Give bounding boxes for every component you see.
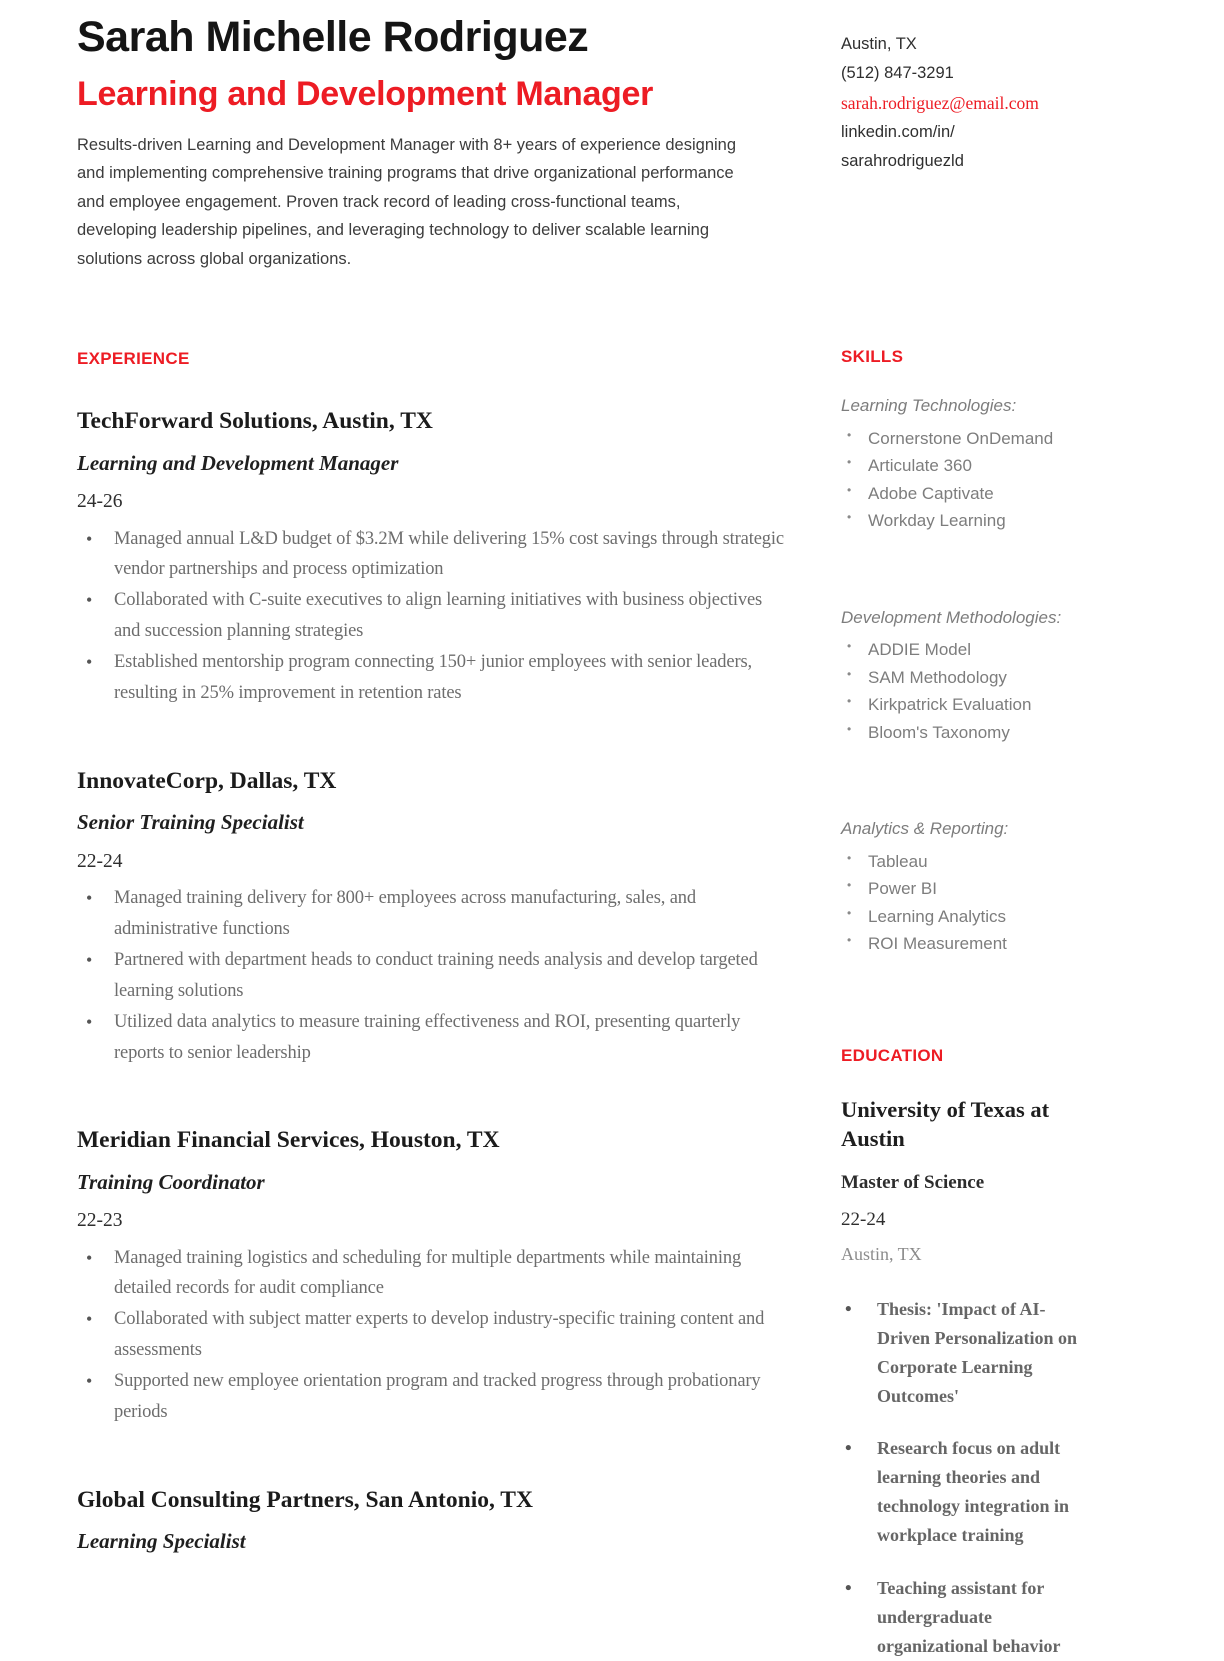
degree: Master of Science — [841, 1171, 985, 1193]
bullet-item: • Established mentorship program connecting 150+ junior employees with senior leaders, resulting in 25% improvement in retention rates — [77, 647, 790, 709]
bullet-item: • Partnered with department heads to conduct training needs analysis and develop targeted learning solutions — [77, 945, 790, 1007]
section-label-skills: SKILLS — [841, 347, 904, 367]
job-dates: 22-24 — [77, 850, 123, 872]
skill-item: • Kirkpatrick Evaluation — [841, 691, 1148, 719]
job-entry-meridian — [77, 1125, 790, 1428]
skill-group-label: Analytics & Reporting: — [841, 819, 1009, 839]
company-heading: Meridian Financial Services, Houston, TX — [77, 1127, 500, 1154]
skill-item: • Cornerstone OnDemand — [841, 425, 1148, 453]
job-title: Learning Specialist — [77, 1529, 246, 1554]
job-bullet-list — [77, 883, 790, 1068]
bullet-item: • Managed annual L&D budget of $3.2M while delivering 15% cost savings through strategic vendor partnerships and process optimization — [77, 524, 790, 586]
company-heading: Global Consulting Partners, San Antonio, TX — [77, 1486, 533, 1513]
bullet-item: • Managed training delivery for 800+ employees across manufacturing, sales, and administrative functions — [77, 883, 790, 945]
education-bullet-item: • Research focus on adult learning theories and technology integration in workplace training — [841, 1434, 1093, 1550]
bullet-item: • Collaborated with C-suite executives to align learning initiatives with business objectives and succession planning strategies — [77, 585, 790, 647]
education-entry — [841, 1096, 1148, 1661]
job-title: Learning and Development Manager — [77, 450, 399, 475]
contact-phone: (512) 847-3291 — [841, 63, 954, 82]
education-dates: 22-24 — [841, 1208, 886, 1230]
company-heading: InnovateCorp, Dallas, TX — [77, 767, 337, 794]
left-column — [77, 0, 790, 1661]
skill-item: • SAM Methodology — [841, 664, 1148, 692]
education-bullet-item: • Teaching assistant for undergraduate organizational behavior — [841, 1574, 1093, 1661]
skill-item: • Articulate 360 — [841, 452, 1148, 480]
skill-item: • Adobe Captivate — [841, 480, 1148, 508]
contact-block — [841, 30, 1148, 176]
education-bullet-item: • Thesis: 'Impact of AI-Driven Personalization on Corporate Learning Outcomes' — [841, 1295, 1093, 1411]
section-label-education: EDUCATION — [841, 1046, 944, 1065]
job-bullet-list — [77, 1243, 790, 1428]
skill-item: • ADDIE Model — [841, 636, 1148, 664]
job-dates: 24-26 — [77, 491, 123, 513]
role-heading: Learning and Development Manager — [77, 75, 654, 114]
education-bullet-list — [841, 1295, 1093, 1661]
bullet-item: • Collaborated with subject matter experts to develop industry-specific training content and assessments — [77, 1304, 790, 1366]
skill-group-label: Learning Technologies: — [841, 396, 1017, 416]
skill-group-label: Development Methodologies: — [841, 607, 1062, 627]
job-bullet-list — [77, 524, 790, 709]
skill-item: • ROI Measurement — [841, 930, 1148, 958]
bullet-item: • Managed training logistics and scheduling for multiple departments while maintaining detailed records for audit compliance — [77, 1243, 790, 1305]
company-heading: TechForward Solutions, Austin, TX — [77, 408, 433, 435]
job-entry-innovatecorp — [77, 766, 790, 1069]
section-label-experience: EXPERIENCE — [77, 349, 190, 369]
bullet-item: • Utilized data analytics to measure training effectiveness and ROI, presenting quarterly reports to senior leadership — [77, 1007, 790, 1069]
job-title: Senior Training Specialist — [77, 810, 304, 835]
skill-list — [841, 425, 1148, 535]
skill-group-development-methodologies — [841, 605, 1148, 747]
name-heading: Sarah Michelle Rodriguez — [77, 13, 589, 61]
bullet-item: • Supported new employee orientation program and tracked progress through probationary periods — [77, 1366, 790, 1428]
job-entry-global-consulting — [77, 1485, 790, 1556]
contact-email-link[interactable]: sarah.rodriguez@email.com — [841, 92, 1039, 113]
skill-item: • Power BI — [841, 875, 1148, 903]
summary-text: Results-driven Learning and Development Manager with 8+ years of experience designing and implementing comprehensive training programs that drive organizational performance and employee engagement. Proven track record of leading cross-functional teams, developing leadership pipelines, and leveraging technology to deliver scalable learning solutions across global organizations. — [77, 135, 737, 268]
job-dates: 22-23 — [77, 1210, 123, 1232]
skill-list — [841, 636, 1148, 746]
school-name: University of Texas at Austin — [841, 1097, 1050, 1151]
skill-list — [841, 848, 1148, 958]
skill-item: • Learning Analytics — [841, 903, 1148, 931]
skill-item: • Tableau — [841, 848, 1148, 876]
education-location: Austin, TX — [841, 1243, 922, 1264]
skill-item: • Workday Learning — [841, 507, 1148, 535]
right-column — [841, 0, 1148, 1661]
skill-group-learning-technologies — [841, 393, 1148, 535]
contact-linkedin-line2: sarahrodriguezld — [841, 152, 964, 171]
contact-location: Austin, TX — [841, 35, 917, 53]
contact-linkedin-line1: linkedin.com/in/ — [841, 123, 955, 142]
skill-group-analytics-reporting — [841, 816, 1148, 958]
skill-item: • Bloom's Taxonomy — [841, 719, 1148, 747]
job-title: Training Coordinator — [77, 1169, 265, 1194]
job-entry-techforward — [77, 406, 790, 709]
